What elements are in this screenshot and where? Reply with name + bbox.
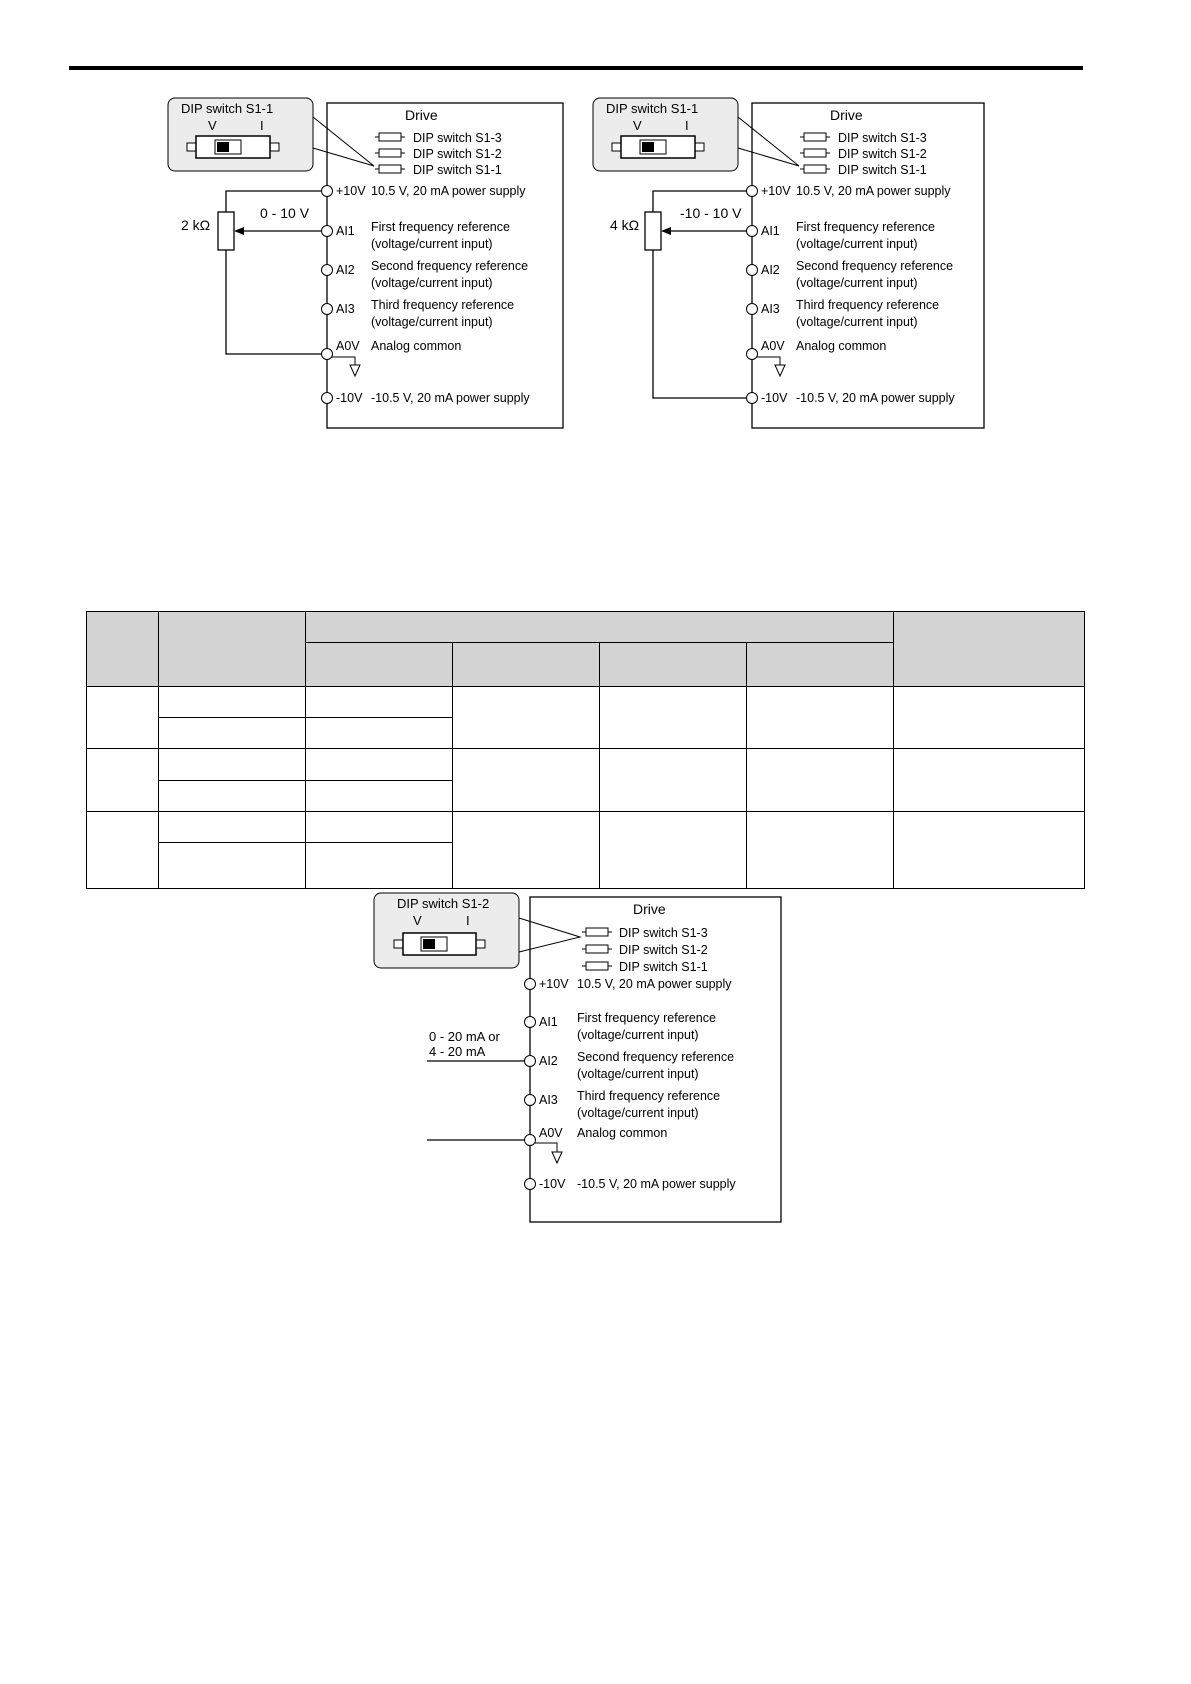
table-cell: [306, 749, 453, 780]
dip-item: DIP switch S1-1: [619, 960, 708, 974]
terminal-ai2: [525, 1056, 536, 1067]
terminal-name: AI2: [539, 1054, 558, 1068]
terminal-desc: 10.5 V, 20 mA power supply: [371, 184, 526, 198]
dip-s1-1-icon: [375, 165, 405, 173]
header-rule: [69, 66, 1083, 70]
terminal-name: -10V: [539, 1177, 566, 1191]
table-cell: [306, 780, 453, 811]
terminal-name: AI1: [539, 1015, 558, 1029]
terminal-desc: First frequency reference: [371, 220, 510, 234]
terminal-desc: (voltage/current input): [796, 237, 918, 251]
switch-i-label: I: [260, 118, 264, 133]
switch-i-label: I: [466, 913, 470, 928]
wiring-diagram-current-input: [365, 890, 785, 1225]
table-cell: [159, 780, 306, 811]
terminal-desc: Third frequency reference: [371, 298, 515, 312]
terminal-name: AI3: [336, 302, 355, 316]
terminal-desc: Analog common: [577, 1126, 668, 1140]
ground-icon: [552, 1152, 562, 1163]
terminal-desc: (voltage/current input): [577, 1067, 699, 1081]
terminal-+10v: [525, 979, 536, 990]
terminal-name: A0V: [761, 339, 785, 353]
table-row: [87, 749, 1085, 780]
wiper-arrow-icon: [661, 227, 671, 235]
resistor-label: 4 kΩ: [610, 217, 640, 233]
table-cell: [159, 687, 306, 718]
voltage-range-label: -10 - 10 V: [680, 205, 742, 221]
terminal-name: -10V: [761, 391, 788, 405]
switch-v-label: V: [633, 118, 642, 133]
dip-switch-s1-1-icon: [187, 136, 279, 158]
table-cell: [306, 811, 453, 842]
terminal--10v: [525, 1179, 536, 1190]
dip-switch-s1-2-icon: [394, 933, 485, 955]
terminal-desc: (voltage/current input): [371, 276, 493, 290]
table-header-cell: [894, 612, 1085, 687]
dip-callout-title: DIP switch S1-1: [181, 101, 274, 116]
terminal--10v: [322, 393, 333, 404]
wiring-diagram-0-10v: [165, 95, 565, 430]
terminal-ai3: [322, 304, 333, 315]
switch-i-label: I: [685, 118, 689, 133]
table-cell: [159, 811, 306, 842]
dip-s1-3-icon: [375, 133, 405, 141]
table-cell: [453, 687, 600, 749]
switch-v-label: V: [413, 913, 422, 928]
dip-callout-title: DIP switch S1-1: [606, 101, 699, 116]
table-cell: [453, 749, 600, 811]
terminal-name: AI3: [539, 1093, 558, 1107]
dip-s1-3-icon: [800, 133, 830, 141]
terminal-name: +10V: [336, 184, 366, 198]
drive-label: Drive: [633, 901, 666, 917]
table-cell: [159, 749, 306, 780]
table-header-cell: [159, 612, 306, 687]
table-cell: [306, 687, 453, 718]
table-cell: [600, 749, 747, 811]
dip-item: DIP switch S1-2: [619, 943, 708, 957]
table-cell: [894, 687, 1085, 749]
terminal-desc: 10.5 V, 20 mA power supply: [796, 184, 951, 198]
table-header-cell: [600, 643, 747, 687]
dip-item: DIP switch S1-1: [838, 163, 927, 177]
table-cell: [600, 687, 747, 749]
table-row: [87, 687, 1085, 718]
terminal-name: -10V: [336, 391, 363, 405]
current-input-label: 0 - 20 mA or: [429, 1029, 500, 1044]
terminal-ai2: [322, 265, 333, 276]
resistor-label: 2 kΩ: [181, 217, 211, 233]
table-header-cell: [87, 612, 159, 687]
current-input-label: 4 - 20 mA: [429, 1044, 486, 1059]
terminal-desc: -10.5 V, 20 mA power supply: [796, 391, 955, 405]
ground-icon: [350, 365, 360, 376]
dip-callout-title: DIP switch S1-2: [397, 896, 490, 911]
terminal-name: +10V: [761, 184, 791, 198]
terminal-desc: (voltage/current input): [577, 1106, 699, 1120]
terminal-name: A0V: [539, 1126, 563, 1140]
terminal-desc: Second frequency reference: [796, 259, 954, 273]
table-cell: [87, 687, 159, 749]
potentiometer-icon: [218, 212, 234, 250]
table-cell: [87, 811, 159, 888]
terminal-ai1: [525, 1017, 536, 1028]
table-cell: [747, 811, 894, 888]
table-header-cell: [453, 643, 600, 687]
terminal--10v: [747, 393, 758, 404]
wiring-diagram-pm10v: [590, 95, 990, 430]
table-cell: [747, 687, 894, 749]
terminal-ai3: [525, 1095, 536, 1106]
dip-list: [582, 926, 708, 974]
terminal-name: +10V: [539, 977, 569, 991]
terminal-desc: Third frequency reference: [796, 298, 940, 312]
terminal-+10v: [322, 186, 333, 197]
switch-v-label: V: [208, 118, 217, 133]
terminal-ai1: [747, 226, 758, 237]
dip-item: DIP switch S1-3: [413, 131, 502, 145]
terminal-desc: Analog common: [796, 339, 887, 353]
wiper-arrow-icon: [234, 227, 244, 235]
terminal-desc: (voltage/current input): [796, 315, 918, 329]
dip-s1-1-icon: [800, 165, 830, 173]
table-cell: [894, 811, 1085, 888]
terminal-name: AI3: [761, 302, 780, 316]
terminal-a0v: [525, 1135, 536, 1146]
table-row: [87, 811, 1085, 842]
dip-item: DIP switch S1-3: [838, 131, 927, 145]
terminal-desc: Third frequency reference: [577, 1089, 721, 1103]
table-header-cell: [306, 643, 453, 687]
terminal-desc: Analog common: [371, 339, 462, 353]
terminal-ai2: [747, 265, 758, 276]
table-cell: [600, 811, 747, 888]
table-header-row: [87, 612, 1085, 643]
table-cell: [159, 718, 306, 749]
dip-s1-3-icon: [582, 928, 612, 936]
voltage-range-label: 0 - 10 V: [260, 205, 310, 221]
terminal-desc: (voltage/current input): [371, 315, 493, 329]
ground-icon: [775, 365, 785, 376]
terminal-+10v: [747, 186, 758, 197]
dip-item: DIP switch S1-2: [838, 147, 927, 161]
dip-s1-2-icon: [375, 149, 405, 157]
terminal-a0v: [322, 349, 333, 360]
table-cell: [87, 749, 159, 811]
dip-item: DIP switch S1-3: [619, 926, 708, 940]
dip-switch-s1-1-icon: [612, 136, 704, 158]
terminal-desc: -10.5 V, 20 mA power supply: [371, 391, 530, 405]
dip-item: DIP switch S1-1: [413, 163, 502, 177]
terminal-desc: (voltage/current input): [371, 237, 493, 251]
terminal-name: AI1: [761, 224, 780, 238]
table-cell: [894, 749, 1085, 811]
dip-s1-2-icon: [800, 149, 830, 157]
drive-label: Drive: [830, 107, 863, 123]
dip-s1-2-icon: [582, 945, 612, 953]
dip-s1-1-icon: [582, 962, 612, 970]
drive-label: Drive: [405, 107, 438, 123]
terminal-name: A0V: [336, 339, 360, 353]
table-cell: [747, 749, 894, 811]
terminal-name: AI1: [336, 224, 355, 238]
spec-table: [86, 611, 1085, 889]
terminal-a0v: [747, 349, 758, 360]
potentiometer-icon: [645, 212, 661, 250]
table-cell: [306, 842, 453, 888]
dip-item: DIP switch S1-2: [413, 147, 502, 161]
table-header-cell: [747, 643, 894, 687]
terminal-desc: (voltage/current input): [577, 1028, 699, 1042]
terminal-desc: 10.5 V, 20 mA power supply: [577, 977, 732, 991]
terminal-desc: Second frequency reference: [577, 1050, 735, 1064]
terminal-desc: (voltage/current input): [796, 276, 918, 290]
terminal-name: AI2: [761, 263, 780, 277]
terminal-name: AI2: [336, 263, 355, 277]
terminal-desc: First frequency reference: [577, 1011, 716, 1025]
table-cell: [306, 718, 453, 749]
terminal-desc: -10.5 V, 20 mA power supply: [577, 1177, 736, 1191]
table-cell: [453, 811, 600, 888]
dip-list: [800, 131, 927, 177]
terminal-desc: Second frequency reference: [371, 259, 529, 273]
terminal-desc: First frequency reference: [796, 220, 935, 234]
terminal-ai3: [747, 304, 758, 315]
table-cell: [159, 842, 306, 888]
dip-list: [375, 131, 502, 177]
table-header-cell: [306, 612, 894, 643]
terminal-ai1: [322, 226, 333, 237]
